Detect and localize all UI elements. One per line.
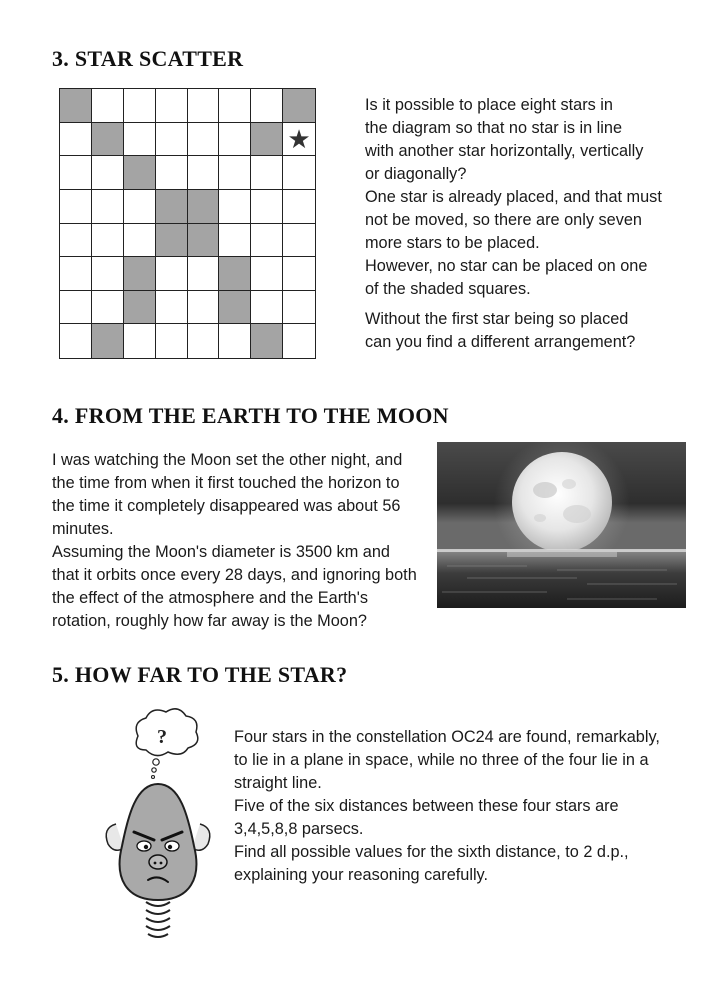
grid-cell xyxy=(283,156,315,190)
grid-cell xyxy=(251,89,283,123)
text-line: the time from when it first touched the horizon to xyxy=(52,474,400,492)
grid-cell xyxy=(92,89,124,123)
star-grid xyxy=(59,88,316,359)
grid-cell-shaded xyxy=(188,224,220,258)
question-line: Without the first star being so placed xyxy=(365,310,629,328)
grid-cell xyxy=(251,224,283,258)
grid-cell xyxy=(283,190,315,224)
section-4-title: 4. FROM THE EARTH TO THE MOON xyxy=(52,403,449,428)
grid-cell xyxy=(156,291,188,325)
thought-question-mark: ? xyxy=(157,726,167,748)
grid-cell xyxy=(124,324,156,358)
grid-cell-shaded xyxy=(188,190,220,224)
grid-cell xyxy=(219,89,251,123)
grid-cell xyxy=(60,324,92,358)
grid-cell xyxy=(124,123,156,157)
text-line: explaining your reasoning carefully. xyxy=(234,866,489,884)
text-line: that it orbits once every 28 days, and ignoring both xyxy=(52,566,417,584)
text-line: or diagonally? xyxy=(365,165,467,183)
grid-cell xyxy=(92,190,124,224)
text-line: 3,4,5,8,8 parsecs. xyxy=(234,820,364,838)
grid-cell xyxy=(219,156,251,190)
moon-over-sea-photo xyxy=(437,442,686,608)
text-line: more stars to be placed. xyxy=(365,234,540,252)
text-line: not be moved, so there are only seven xyxy=(365,211,642,229)
grid-cell xyxy=(188,156,220,190)
grid-cell-shaded xyxy=(124,257,156,291)
grid-cell xyxy=(219,190,251,224)
grid-cell-shaded xyxy=(156,224,188,258)
grid-cell xyxy=(60,224,92,258)
grid-cell xyxy=(92,156,124,190)
text-line: However, no star can be placed on one xyxy=(365,257,648,275)
grid-cell xyxy=(219,324,251,358)
grid-cell xyxy=(283,224,315,258)
grid-cell xyxy=(156,257,188,291)
grid-cell xyxy=(60,257,92,291)
grid-cell-shaded xyxy=(60,89,92,123)
grid-cell-shaded xyxy=(283,89,315,123)
text-line: the time it completely disappeared was about 56 xyxy=(52,497,401,515)
grid-cell-shaded xyxy=(92,123,124,157)
grid-cell xyxy=(283,257,315,291)
grid-cell-shaded xyxy=(156,190,188,224)
grid-cell-shaded xyxy=(219,257,251,291)
text-line: Assuming the Moon's diameter is 3500 km and xyxy=(52,543,390,561)
text-line: Find all possible values for the sixth distance, to 2 d.p., xyxy=(234,843,629,861)
grid-cell xyxy=(124,190,156,224)
grid-cell xyxy=(156,89,188,123)
grid-cell xyxy=(92,257,124,291)
text-line: I was watching the Moon set the other night, and xyxy=(52,451,403,469)
grid-cell xyxy=(156,156,188,190)
puzzled-face-illustration xyxy=(98,706,218,940)
grid-cell xyxy=(219,123,251,157)
grid-cell xyxy=(251,291,283,325)
grid-cell xyxy=(188,324,220,358)
grid-cell xyxy=(60,190,92,224)
text-line: One star is already placed, and that must xyxy=(365,188,662,206)
star-icon: ★ xyxy=(287,123,311,154)
grid-cell xyxy=(156,123,188,157)
question-line: can you find a different arrangement? xyxy=(365,333,636,351)
text-line: minutes. xyxy=(52,520,114,538)
grid-cell xyxy=(92,224,124,258)
section-3-text xyxy=(365,94,700,354)
text-line: Is it possible to place eight stars in xyxy=(365,96,613,114)
grid-cell xyxy=(283,291,315,325)
grid-cell xyxy=(92,291,124,325)
grid-cell-shaded xyxy=(251,324,283,358)
section-5-title: 5. HOW FAR TO THE STAR? xyxy=(52,662,348,687)
section-3-title: 3. STAR SCATTER xyxy=(52,46,244,71)
text-line: with another star horizontally, vertically xyxy=(365,142,644,160)
grid-cell xyxy=(283,324,315,358)
grid-cell xyxy=(124,89,156,123)
section-5-text xyxy=(234,726,686,887)
section-4-text xyxy=(52,449,432,633)
grid-cell xyxy=(60,291,92,325)
grid-cell xyxy=(60,123,92,157)
text-line: the effect of the atmosphere and the Earth's xyxy=(52,589,368,607)
text-line: to lie in a plane in space, while no three of the four lie in a xyxy=(234,751,649,769)
text-line: Four stars in the constellation OC24 are found, remarkably, xyxy=(234,728,660,746)
grid-cell xyxy=(219,224,251,258)
grid-cell xyxy=(251,257,283,291)
text-line: Five of the six distances between these four stars are xyxy=(234,797,619,815)
grid-cell-shaded xyxy=(92,324,124,358)
grid-cell xyxy=(251,190,283,224)
grid-cell-shaded xyxy=(124,291,156,325)
text-line: of the shaded squares. xyxy=(365,280,531,298)
grid-cell xyxy=(188,291,220,325)
grid-cell xyxy=(283,123,315,157)
grid-cell xyxy=(188,257,220,291)
thought-bubble xyxy=(136,709,198,756)
grid-cell xyxy=(188,89,220,123)
grid-cell xyxy=(124,224,156,258)
grid-cell xyxy=(188,123,220,157)
grid-cell xyxy=(251,156,283,190)
pear-shaped-head xyxy=(120,784,197,900)
grid-cell xyxy=(60,156,92,190)
text-line: the diagram so that no star is in line xyxy=(365,119,623,137)
grid-cell xyxy=(156,324,188,358)
grid-cell-shaded xyxy=(219,291,251,325)
grid-cell-shaded xyxy=(124,156,156,190)
text-line: straight line. xyxy=(234,774,322,792)
text-line: rotation, roughly how far away is the Moon? xyxy=(52,612,367,630)
grid-cell-shaded xyxy=(251,123,283,157)
